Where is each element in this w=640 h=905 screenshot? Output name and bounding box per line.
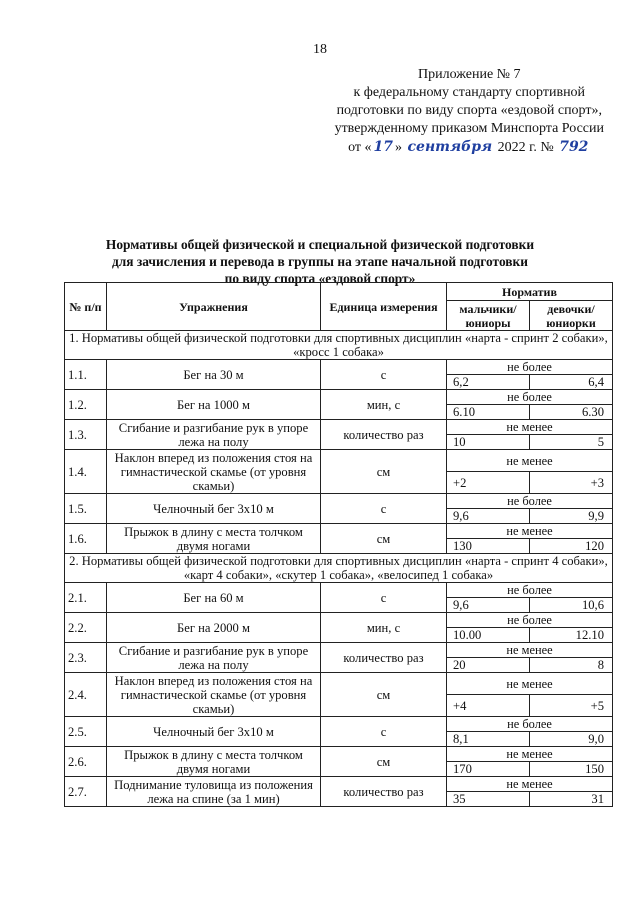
exercise-name: Наклон вперед из положения стоя на гимнастической скамье (от уровня скамьи) xyxy=(107,450,321,494)
section-header-row xyxy=(65,331,613,360)
document-title xyxy=(0,236,640,287)
exercise-name: Прыжок в длину с места толчком двумя ногами xyxy=(107,747,321,777)
value-boys: 35 xyxy=(447,792,530,807)
exercise-name: Бег на 30 м xyxy=(107,360,321,390)
row-number: 2.4. xyxy=(65,673,107,717)
table-row xyxy=(65,360,613,375)
unit-of-measure: см xyxy=(321,524,447,554)
norm-condition: не менее xyxy=(447,777,613,792)
norm-condition: не менее xyxy=(447,673,613,695)
header-boys: мальчики/ юниоры xyxy=(447,301,530,331)
header-exercise: Упражнения xyxy=(107,283,321,331)
norm-condition: не более xyxy=(447,390,613,405)
row-number: 1.6. xyxy=(65,524,107,554)
value-girls: 9,9 xyxy=(530,509,613,524)
header-num: № п/п xyxy=(65,283,107,331)
table-row xyxy=(65,747,613,762)
value-boys: 130 xyxy=(447,539,530,554)
value-girls: 5 xyxy=(530,435,613,450)
row-number: 1.1. xyxy=(65,360,107,390)
exercise-name: Наклон вперед из положения стоя на гимнастической скамье (от уровня скамьи) xyxy=(107,673,321,717)
unit-of-measure: с xyxy=(321,360,447,390)
unit-of-measure: мин, с xyxy=(321,613,447,643)
norm-condition: не менее xyxy=(447,747,613,762)
table-row xyxy=(65,643,613,658)
section-title: 2. Нормативы общей физической подготовки для спортивных дисциплин «нарта - спринт 4 собаки», «карт 4 собаки», «скутер 1 собака», «велосипед 1 собака» xyxy=(65,554,613,583)
norm-condition: не более xyxy=(447,583,613,598)
value-boys: 10 xyxy=(447,435,530,450)
norm-condition: не более xyxy=(447,494,613,509)
unit-of-measure: см xyxy=(321,673,447,717)
header-unit: Единица измерения xyxy=(321,283,447,331)
table-row xyxy=(65,777,613,792)
value-girls: 8 xyxy=(530,658,613,673)
title-line-3: по виду спорта «ездовой спорт» xyxy=(224,271,416,286)
appendix-line-1: Приложение № 7 xyxy=(418,67,521,82)
header-girls: девочки/ юниорки xyxy=(530,301,613,331)
value-boys: 9,6 xyxy=(447,509,530,524)
value-boys: 6,2 xyxy=(447,375,530,390)
appendix-line-2: к федеральному стандарту спортивной xyxy=(353,85,586,100)
date-month-handwritten: сентября xyxy=(407,139,493,155)
row-number: 2.6. xyxy=(65,747,107,777)
exercise-name: Бег на 60 м xyxy=(107,583,321,613)
value-boys: 170 xyxy=(447,762,530,777)
unit-of-measure: количество раз xyxy=(321,420,447,450)
appendix-line-4: утвержденному приказом Минспорта России xyxy=(334,121,604,136)
unit-of-measure: с xyxy=(321,583,447,613)
unit-of-measure: с xyxy=(321,717,447,747)
section-title: 1. Нормативы общей физической подготовки для спортивных дисциплин «нарта - спринт 2 собаки», «кросс 1 собака» xyxy=(65,331,613,360)
norm-condition: не менее xyxy=(447,450,613,472)
title-line-1: Нормативы общей физической и специальной физической подготовки xyxy=(105,237,535,252)
exercise-name: Поднимание туловища из положения лежа на спине (за 1 мин) xyxy=(107,777,321,807)
table-row xyxy=(65,613,613,628)
exercise-name: Бег на 2000 м xyxy=(107,613,321,643)
value-boys: 20 xyxy=(447,658,530,673)
value-boys: +2 xyxy=(447,472,530,494)
exercise-name: Челночный бег 3х10 м xyxy=(107,494,321,524)
norm-condition: не более xyxy=(447,717,613,732)
header-norm: Норматив xyxy=(447,283,613,301)
date-day-handwritten: 17 xyxy=(373,139,394,155)
table-row xyxy=(65,673,613,695)
table-row xyxy=(65,524,613,539)
row-number: 2.1. xyxy=(65,583,107,613)
unit-of-measure: с xyxy=(321,494,447,524)
row-number: 1.3. xyxy=(65,420,107,450)
value-girls: +3 xyxy=(530,472,613,494)
norm-condition: не более xyxy=(447,613,613,628)
norm-condition: не более xyxy=(447,360,613,375)
norm-condition: не менее xyxy=(447,420,613,435)
title-line-2: для зачисления и перевода в группы на этапе начальной подготовки xyxy=(112,254,528,269)
table-row xyxy=(65,583,613,598)
norm-condition: не менее xyxy=(447,524,613,539)
value-boys: 6.10 xyxy=(447,405,530,420)
exercise-name: Прыжок в длину с места толчком двумя ногами xyxy=(107,524,321,554)
norm-condition: не менее xyxy=(447,643,613,658)
value-boys: 10.00 xyxy=(447,628,530,643)
table-row xyxy=(65,450,613,472)
section-header-row xyxy=(65,554,613,583)
value-girls: 31 xyxy=(530,792,613,807)
appendix-line-3: подготовки по виду спорта «ездовой спорт», xyxy=(336,103,602,118)
row-number: 2.5. xyxy=(65,717,107,747)
value-girls: 150 xyxy=(530,762,613,777)
row-number: 1.2. xyxy=(65,390,107,420)
value-girls: 6.30 xyxy=(530,405,613,420)
value-girls: 9,0 xyxy=(530,732,613,747)
exercise-name: Сгибание и разгибание рук в упоре лежа на полу xyxy=(107,643,321,673)
norms-table xyxy=(64,282,613,807)
appendix-date-line xyxy=(335,138,604,157)
value-boys: 9,6 xyxy=(447,598,530,613)
table-row xyxy=(65,390,613,405)
date-prefix: от « xyxy=(348,140,372,155)
table-row xyxy=(65,420,613,435)
value-boys: 8,1 xyxy=(447,732,530,747)
row-number: 2.3. xyxy=(65,643,107,673)
row-number: 1.5. xyxy=(65,494,107,524)
value-girls: 6,4 xyxy=(530,375,613,390)
value-boys: +4 xyxy=(447,695,530,717)
exercise-name: Сгибание и разгибание рук в упоре лежа на полу xyxy=(107,420,321,450)
value-girls: 120 xyxy=(530,539,613,554)
date-separator: » xyxy=(395,140,403,155)
exercise-name: Бег на 1000 м xyxy=(107,390,321,420)
unit-of-measure: см xyxy=(321,747,447,777)
row-number: 2.2. xyxy=(65,613,107,643)
row-number: 2.7. xyxy=(65,777,107,807)
unit-of-measure: см xyxy=(321,450,447,494)
value-girls: 12.10 xyxy=(530,628,613,643)
table-row xyxy=(65,717,613,732)
page-number: 18 xyxy=(313,42,327,57)
appendix-block xyxy=(335,66,604,157)
value-girls: 10,6 xyxy=(530,598,613,613)
value-girls: +5 xyxy=(530,695,613,717)
table-row xyxy=(65,494,613,509)
row-number: 1.4. xyxy=(65,450,107,494)
date-year: 2022 г. № xyxy=(497,140,554,155)
unit-of-measure: мин, с xyxy=(321,390,447,420)
unit-of-measure: количество раз xyxy=(321,777,447,807)
unit-of-measure: количество раз xyxy=(321,643,447,673)
order-number-handwritten: 792 xyxy=(559,139,589,155)
exercise-name: Челночный бег 3х10 м xyxy=(107,717,321,747)
